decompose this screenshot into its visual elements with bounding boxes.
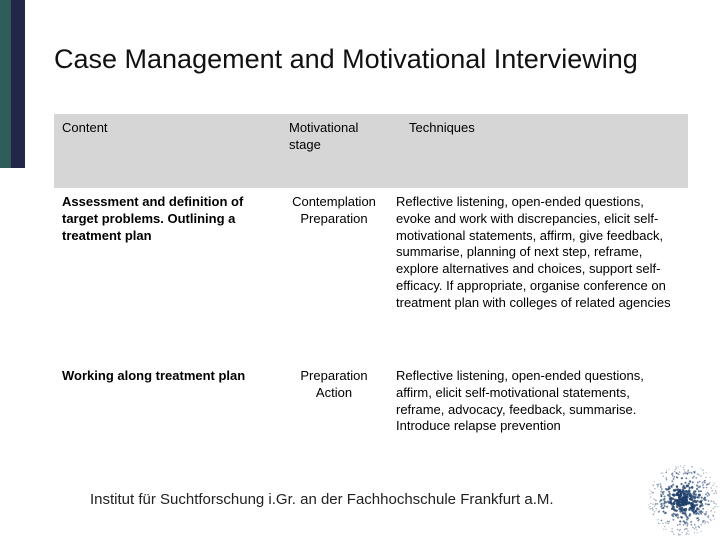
logo-dot bbox=[689, 493, 692, 496]
logo-dot bbox=[652, 507, 653, 508]
logo-dot bbox=[663, 507, 665, 509]
logo-dot bbox=[668, 521, 670, 523]
logo-dot bbox=[683, 467, 684, 468]
logo-dot bbox=[664, 498, 666, 500]
logo-dot bbox=[654, 481, 655, 482]
logo-dot bbox=[675, 499, 678, 502]
logo-dot bbox=[671, 531, 672, 532]
logo-dot bbox=[686, 472, 688, 474]
logo-dot bbox=[698, 490, 700, 492]
accent-bar-teal bbox=[0, 0, 11, 168]
logo-dot bbox=[685, 534, 686, 535]
logo-dot bbox=[706, 487, 708, 489]
logo-dot bbox=[672, 531, 673, 532]
logo-dot bbox=[671, 528, 672, 529]
logo-dot bbox=[678, 496, 681, 499]
logo-dot bbox=[673, 509, 675, 511]
logo-dot bbox=[680, 516, 682, 518]
logo-dot bbox=[665, 528, 666, 529]
logo-dot bbox=[701, 511, 703, 513]
logo-dot bbox=[705, 477, 706, 478]
logo-dot bbox=[650, 503, 651, 504]
logo-dot bbox=[712, 485, 713, 486]
logo-dot bbox=[664, 505, 666, 507]
logo-dot bbox=[652, 509, 653, 510]
logo-dot bbox=[676, 492, 679, 495]
logo-dot bbox=[675, 489, 678, 492]
logo-dot bbox=[678, 501, 681, 504]
logo-dot bbox=[714, 482, 715, 483]
logo-dot bbox=[676, 476, 678, 478]
logo-dot bbox=[687, 531, 688, 532]
logo-dot bbox=[675, 466, 676, 467]
logo-dot bbox=[682, 486, 685, 489]
logo-dot bbox=[654, 505, 656, 507]
logo-dot bbox=[668, 469, 669, 470]
header-techniques: Techniques bbox=[409, 120, 475, 135]
logo-dot bbox=[648, 507, 649, 508]
logo-dot bbox=[676, 468, 677, 469]
logo-dot bbox=[673, 532, 674, 533]
logo-dot bbox=[712, 515, 713, 516]
logo-dot bbox=[661, 488, 663, 490]
logo-dot bbox=[668, 502, 670, 504]
logo-dot bbox=[676, 485, 678, 487]
logo-dot bbox=[700, 475, 702, 477]
logo-dot bbox=[662, 493, 664, 495]
logo-dot bbox=[672, 519, 674, 521]
logo-dot bbox=[650, 497, 651, 498]
logo-dot bbox=[713, 501, 715, 503]
logo-dot bbox=[671, 514, 673, 516]
logo-dot bbox=[654, 511, 655, 512]
logo-dot bbox=[667, 520, 669, 522]
logo-dot bbox=[696, 496, 698, 498]
logo-dot bbox=[670, 502, 673, 505]
logo-dot bbox=[697, 532, 698, 533]
logo-dot bbox=[690, 521, 692, 523]
logo-dot bbox=[708, 522, 709, 523]
logo-dot bbox=[666, 479, 668, 481]
logo-dot bbox=[676, 505, 679, 508]
logo-dot bbox=[708, 504, 710, 506]
logo-dot bbox=[679, 471, 681, 473]
dotted-globe-logo bbox=[642, 458, 720, 538]
logo-dot bbox=[702, 482, 704, 484]
row2-content: Working along treatment plan bbox=[62, 368, 246, 383]
logo-dot bbox=[672, 498, 675, 501]
logo-dot bbox=[696, 529, 697, 530]
logo-dot bbox=[688, 534, 689, 535]
logo-dot bbox=[690, 507, 693, 510]
logo-dot bbox=[680, 465, 681, 466]
logo-dot bbox=[711, 490, 713, 492]
logo-dot bbox=[651, 491, 652, 492]
logo-dot bbox=[692, 481, 694, 483]
logo-dot bbox=[660, 473, 661, 474]
logo-dot bbox=[705, 493, 707, 495]
row2-stage-line2: Action bbox=[315, 384, 353, 400]
logo-dot bbox=[657, 486, 659, 488]
logo-dot bbox=[708, 500, 710, 502]
logo-dot bbox=[684, 465, 685, 466]
logo-dot bbox=[684, 482, 686, 484]
logo-dot bbox=[694, 504, 697, 507]
logo-dot bbox=[673, 476, 675, 478]
logo-dot bbox=[660, 483, 662, 485]
logo-dot bbox=[708, 483, 710, 485]
logo-dot bbox=[671, 473, 673, 475]
logo-dot bbox=[699, 504, 701, 506]
logo-dot bbox=[684, 503, 687, 506]
row1-stage-line1: Contemplation bbox=[292, 194, 376, 209]
logo-dot bbox=[665, 501, 667, 503]
logo-dot bbox=[705, 513, 707, 515]
logo-dot bbox=[684, 529, 686, 531]
logo-dot bbox=[686, 525, 688, 527]
logo-dot bbox=[688, 469, 690, 471]
logo-dot bbox=[657, 519, 658, 520]
logo-dot bbox=[697, 520, 699, 522]
logo-dot bbox=[702, 522, 704, 524]
logo-dot bbox=[649, 493, 650, 494]
logo-dot bbox=[699, 527, 700, 528]
logo-dot bbox=[702, 484, 704, 486]
logo-dot bbox=[714, 518, 715, 519]
logo-dot bbox=[660, 499, 662, 501]
logo-dot bbox=[681, 509, 684, 512]
logo-dot bbox=[660, 487, 662, 489]
logo-dot bbox=[717, 506, 718, 507]
logo-dot bbox=[699, 485, 701, 487]
logo-dot bbox=[664, 495, 666, 497]
logo-dot bbox=[677, 529, 679, 531]
logo-dot bbox=[672, 505, 675, 508]
logo-dot bbox=[686, 533, 687, 534]
logo-dot bbox=[716, 493, 717, 494]
logo-dot bbox=[697, 482, 699, 484]
logo-dot bbox=[713, 507, 715, 509]
logo-dot bbox=[694, 532, 695, 533]
logo-dot bbox=[664, 526, 665, 527]
logo-dot bbox=[707, 495, 709, 497]
logo-dot bbox=[716, 486, 717, 487]
logo-dot bbox=[685, 477, 687, 479]
logo-dot bbox=[655, 503, 657, 505]
logo-dot bbox=[690, 497, 693, 500]
logo-dot bbox=[658, 511, 660, 513]
logo-dot bbox=[654, 488, 655, 489]
logo-dot bbox=[648, 504, 649, 505]
logo-dot bbox=[669, 498, 671, 500]
logo-dot bbox=[692, 477, 694, 479]
logo-dot bbox=[649, 506, 650, 507]
logo-dot bbox=[700, 490, 702, 492]
logo-dot bbox=[674, 471, 676, 473]
logo-dot bbox=[695, 477, 697, 479]
logo-dot bbox=[704, 523, 705, 524]
header-content: Content bbox=[62, 120, 108, 135]
logo-dot bbox=[699, 494, 701, 496]
logo-dot bbox=[682, 498, 685, 501]
logo-dot bbox=[689, 480, 691, 482]
logo-dot bbox=[708, 517, 710, 519]
logo-dot bbox=[670, 485, 672, 487]
logo-dot bbox=[673, 502, 676, 505]
logo-dot bbox=[668, 486, 670, 488]
logo-dot bbox=[663, 528, 664, 529]
row1-stage-line2: Preparation bbox=[300, 210, 368, 226]
logo-dot bbox=[655, 508, 657, 510]
logo-dot bbox=[681, 532, 682, 533]
logo-dot bbox=[665, 477, 667, 479]
logo-dot bbox=[710, 510, 712, 512]
logo-dot bbox=[671, 480, 673, 482]
logo-dot bbox=[686, 521, 688, 523]
logo-dot bbox=[708, 515, 710, 517]
logo-dot bbox=[653, 514, 654, 515]
logo-dot bbox=[672, 475, 674, 477]
logo-dot bbox=[658, 483, 660, 485]
logo-dot bbox=[691, 472, 693, 474]
logo-dot bbox=[697, 473, 699, 475]
logo-dot bbox=[713, 493, 715, 495]
logo-dot bbox=[668, 491, 670, 493]
logo-dot bbox=[658, 523, 659, 524]
logo-dot bbox=[680, 483, 682, 485]
logo-dot bbox=[715, 490, 716, 491]
logo-dot bbox=[715, 503, 716, 504]
logo-dot bbox=[666, 506, 668, 508]
logo-dot bbox=[652, 484, 653, 485]
logo-dot bbox=[696, 485, 698, 487]
logo-dot bbox=[661, 520, 663, 522]
logo-dot bbox=[665, 522, 667, 524]
logo-dot bbox=[665, 488, 667, 490]
logo-dot bbox=[711, 487, 713, 489]
logo-dot bbox=[688, 483, 690, 485]
logo-dot bbox=[702, 508, 704, 510]
logo-dot bbox=[710, 477, 711, 478]
logo-dot bbox=[688, 489, 691, 492]
footer-institution: Institut für Suchtforschung i.Gr. an der Fachhochschule Frankfurt a.M. bbox=[90, 491, 554, 508]
logo-dot bbox=[673, 534, 674, 535]
logo-dot bbox=[680, 521, 682, 523]
logo-dot bbox=[700, 524, 702, 526]
logo-dot bbox=[707, 521, 708, 522]
logo-dot bbox=[683, 469, 685, 471]
header-stage: Motivational stage bbox=[289, 120, 359, 152]
logo-dot bbox=[650, 508, 651, 509]
logo-dot bbox=[652, 504, 653, 505]
logo-dot bbox=[688, 515, 690, 517]
logo-dot bbox=[673, 478, 675, 480]
logo-dot bbox=[703, 473, 704, 474]
logo-dot bbox=[704, 480, 706, 482]
logo-dot bbox=[691, 487, 693, 489]
logo-dot bbox=[700, 501, 702, 503]
logo-dot bbox=[664, 512, 666, 514]
logo-dot bbox=[711, 520, 712, 521]
logo-dot bbox=[697, 517, 699, 519]
logo-dot bbox=[702, 520, 704, 522]
logo-dot bbox=[663, 511, 665, 513]
logo-dot bbox=[671, 507, 673, 509]
row2-stage-line1: Preparation bbox=[300, 368, 368, 383]
logo-dot bbox=[678, 535, 679, 536]
logo-dot bbox=[695, 501, 698, 504]
row1-techniques: Reflective listening, open-ended questions, evoke and work with discrepancies, elicit self-motivational statements, affirm, give feedback, summarise, planning of next step, reframe, explore alternatives and choices, support self-efficacy. If appropriate, organise conference on treatment plan with colleges of related agencies bbox=[396, 194, 671, 310]
row1-content: Assessment and definition of target problems. Outlining a treatment plan bbox=[62, 194, 244, 243]
accent-bar-navy bbox=[11, 0, 25, 168]
logo-dot bbox=[687, 485, 689, 487]
logo-dot bbox=[684, 512, 686, 514]
logo-dot bbox=[672, 484, 674, 486]
logo-dot bbox=[708, 494, 710, 496]
logo-dot bbox=[703, 487, 705, 489]
logo-dot bbox=[654, 498, 656, 500]
logo-dot bbox=[715, 491, 716, 492]
logo-dot bbox=[676, 514, 678, 516]
logo-dot bbox=[661, 507, 663, 509]
logo-dot bbox=[696, 508, 698, 510]
logo-dot bbox=[692, 527, 694, 529]
logo-dot bbox=[698, 474, 700, 476]
logo-dot bbox=[655, 500, 657, 502]
logo-dot bbox=[700, 468, 701, 469]
logo-dot bbox=[694, 472, 696, 474]
logo-dot bbox=[695, 526, 697, 528]
logo-dot bbox=[683, 521, 685, 523]
logo-dot bbox=[661, 495, 663, 497]
logo-dot bbox=[663, 503, 665, 505]
logo-dot bbox=[704, 497, 706, 499]
logo-dot bbox=[677, 524, 679, 526]
logo-dot bbox=[686, 519, 688, 521]
logo-dot bbox=[669, 493, 671, 495]
logo-dot bbox=[659, 523, 660, 524]
logo-dot bbox=[686, 516, 688, 518]
logo-dot bbox=[666, 470, 667, 471]
logo-dot bbox=[698, 526, 700, 528]
logo-dot bbox=[705, 511, 707, 513]
logo-dot bbox=[657, 503, 659, 505]
logo-dot bbox=[667, 522, 669, 524]
row2-techniques: Reflective listening, open-ended questions, affirm, elicit self-motivational statements, reframe, advocacy, feedback, summarise. Introduce relapse prevention bbox=[396, 368, 644, 434]
logo-dot bbox=[691, 509, 693, 511]
logo-dot bbox=[677, 516, 679, 518]
logo-dot bbox=[701, 496, 703, 498]
logo-dot bbox=[702, 470, 703, 471]
logo-dot bbox=[694, 528, 696, 530]
logo-dot bbox=[683, 524, 685, 526]
logo-dot bbox=[707, 492, 709, 494]
logo-dot bbox=[714, 502, 716, 504]
row2-stage bbox=[278, 368, 390, 402]
logo-dot bbox=[681, 503, 684, 506]
logo-dot bbox=[656, 484, 657, 485]
logo-dot bbox=[685, 490, 688, 493]
logo-dot bbox=[676, 473, 678, 475]
logo-dot bbox=[705, 521, 707, 523]
logo-dot bbox=[711, 500, 713, 502]
logo-dot bbox=[665, 472, 666, 473]
logo-dot bbox=[674, 513, 676, 515]
logo-dot bbox=[694, 524, 696, 526]
logo-dot bbox=[673, 493, 676, 496]
row1-stage bbox=[278, 194, 390, 228]
logo-dot bbox=[683, 473, 685, 475]
logo-dot bbox=[662, 523, 663, 524]
logo-dot bbox=[684, 471, 686, 473]
logo-dot bbox=[681, 477, 683, 479]
logo-dot bbox=[652, 492, 653, 493]
logo-dot bbox=[679, 523, 681, 525]
logo-dot bbox=[689, 502, 692, 505]
logo-dot bbox=[675, 469, 676, 470]
logo-dot bbox=[688, 487, 690, 489]
logo-dot bbox=[682, 491, 685, 494]
logo-dot bbox=[677, 466, 678, 467]
logo-dot bbox=[714, 506, 715, 507]
logo-dot bbox=[700, 531, 701, 532]
logo-dot bbox=[695, 513, 697, 515]
logo-dot bbox=[696, 488, 698, 490]
logo-dot bbox=[705, 503, 707, 505]
logo-dot bbox=[699, 481, 701, 483]
logo-dot bbox=[662, 476, 663, 477]
logo-dot bbox=[649, 489, 650, 490]
logo-dot bbox=[661, 503, 663, 505]
logo-dot bbox=[691, 524, 693, 526]
logo-dot bbox=[662, 472, 663, 473]
logo-dot bbox=[679, 530, 681, 532]
logo-dot bbox=[691, 466, 692, 467]
logo-dot bbox=[680, 534, 681, 535]
logo-dot bbox=[706, 472, 707, 473]
logo-dot bbox=[714, 511, 715, 512]
slide-title: Case Management and Motivational Interviewing bbox=[54, 44, 638, 74]
logo-dot bbox=[693, 491, 695, 493]
